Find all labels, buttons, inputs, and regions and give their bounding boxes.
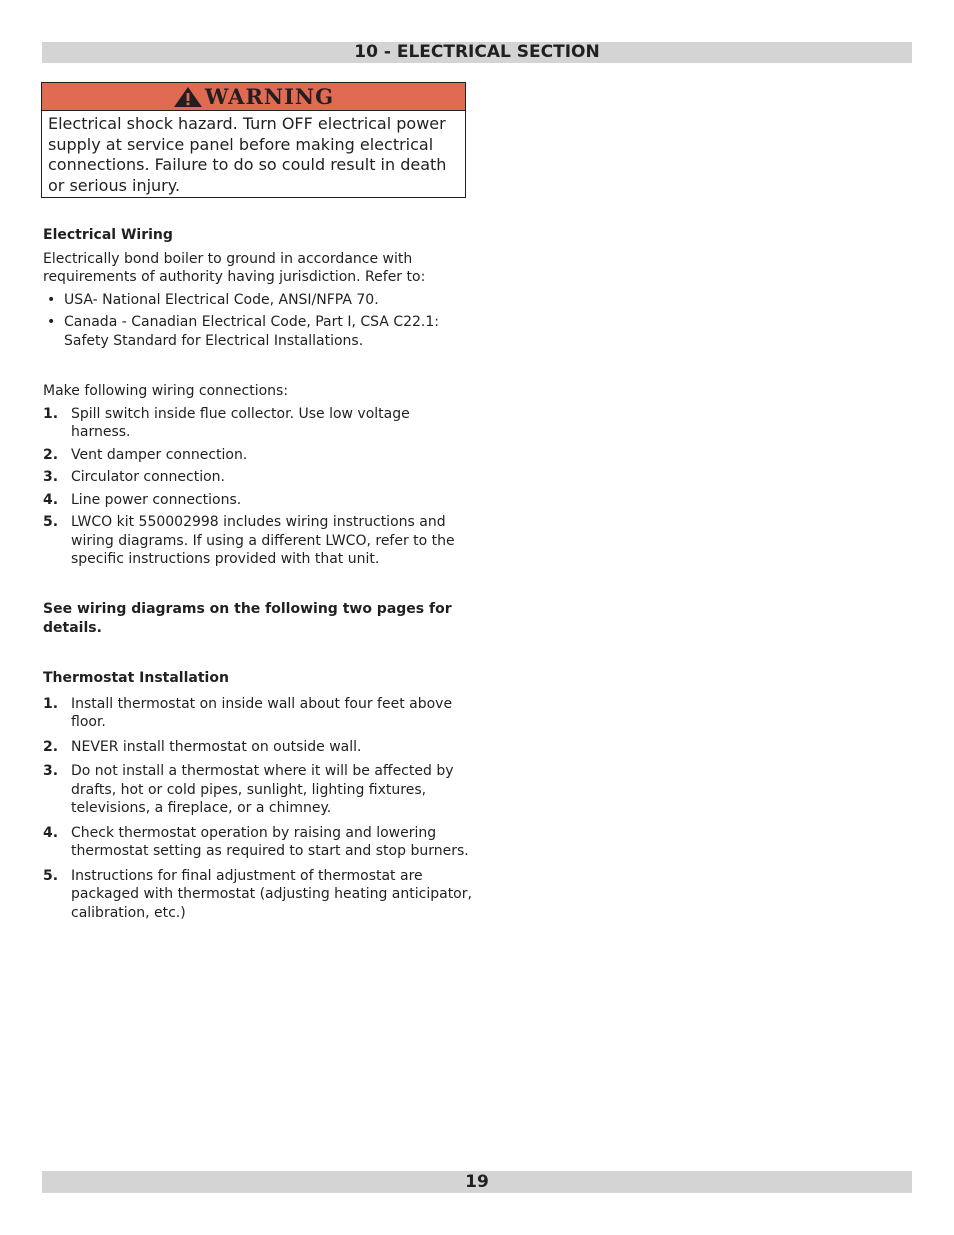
step-number: 1. — [43, 695, 59, 712]
warning-triangle-icon — [173, 86, 203, 108]
list-item — [43, 762, 473, 818]
step-text: Line power connections. — [71, 491, 242, 508]
thermostat-heading: Thermostat Installation — [43, 670, 229, 686]
step-text: Circulator connection. — [71, 469, 225, 485]
list-item — [43, 867, 473, 923]
thermostat-section — [43, 669, 473, 922]
electrical-wiring-heading: Electrical Wiring — [43, 227, 173, 243]
step-text: Check thermostat operation by raising and lowering thermostat setting as required to start and stop burners. — [71, 824, 469, 859]
step-number: 2. — [43, 738, 59, 755]
list-item — [43, 695, 473, 732]
step-text: Vent damper connection. — [71, 446, 248, 463]
list-item — [43, 491, 473, 510]
warning-text: Electrical shock hazard. Turn OFF electrical power supply at service panel before making electrical connections. Failure to do so could result in death or serious injury. — [48, 114, 447, 195]
step-text: NEVER install thermostat on outside wall. — [71, 738, 362, 755]
list-item — [43, 468, 473, 487]
step-number: 5. — [43, 514, 59, 530]
step-number: 3. — [43, 469, 59, 485]
step-text: LWCO kit 550002998 includes wiring instructions and wiring diagrams. If using a different LWCO, refer to the specific instructions provided with that unit. — [71, 514, 455, 567]
bullet-text: Canada - Canadian Electrical Code, Part I, CSA C22.1: Safety Standard for Electrical Installations. — [64, 314, 439, 349]
step-number: 5. — [43, 867, 59, 884]
step-text: Do not install a thermostat where it will be affected by drafts, hot or cold pipes, sunlight, lighting fixtures, televisions, a fireplace, or a chimney. — [71, 763, 454, 816]
list-item — [43, 738, 473, 757]
warning-title: WARNING — [204, 84, 335, 109]
section-header: 10 - ELECTRICAL SECTION — [42, 42, 912, 63]
list-item — [43, 824, 473, 861]
list-item — [43, 405, 473, 442]
page-number: 19 — [42, 1171, 912, 1193]
step-number: 4. — [43, 491, 59, 508]
step-number: 1. — [43, 405, 59, 422]
step-number: 2. — [43, 446, 59, 463]
step-text: Spill switch inside flue collector. Use low voltage harness. — [71, 405, 410, 440]
step-number: 4. — [43, 824, 59, 841]
connections-intro: Make following wiring connections: — [43, 383, 289, 399]
electrical-wiring-section — [43, 226, 473, 350]
wiring-connections-section — [43, 382, 473, 569]
list-item: • USA- National Electrical Code, ANSI/NFPA 70. — [43, 291, 473, 310]
warning-box — [41, 82, 466, 198]
bullet-text: USA- National Electrical Code, ANSI/NFPA 70. — [64, 291, 379, 308]
warning-header — [42, 83, 465, 111]
step-text: Instructions for final adjustment of thermostat are packaged with thermostat (adjusting heating anticipator, calibration, etc.) — [71, 867, 472, 921]
step-text: Install thermostat on inside wall about four feet above floor. — [71, 695, 453, 730]
list-item: • Canada - Canadian Electrical Code, Part I, CSA C22.1: Safety Standard for Electrical Installations. — [43, 313, 473, 350]
wiring-intro: Electrically bond boiler to ground in accordance with requirements of authority having jurisdiction. Refer to: — [43, 250, 426, 285]
list-item — [43, 513, 473, 569]
wiring-diagram-note: See wiring diagrams on the following two pages for details. — [43, 601, 452, 636]
list-item — [43, 446, 473, 465]
step-number: 3. — [43, 763, 59, 779]
